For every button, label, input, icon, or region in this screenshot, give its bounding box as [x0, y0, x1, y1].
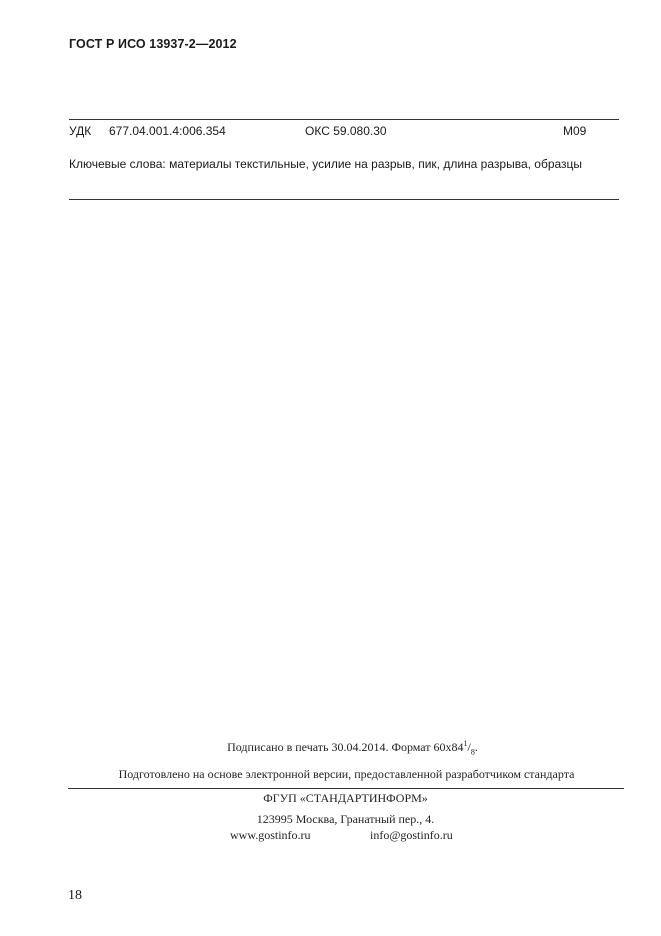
- format-denominator: 8: [470, 747, 475, 757]
- top-divider: [69, 119, 619, 120]
- prepared-note: Подготовлено на основе электронной версии, предоставленной разработчиком стандарта: [118, 767, 575, 781]
- website-link[interactable]: www.gostinfo.ru: [230, 828, 311, 842]
- udk-label: УДК: [69, 124, 92, 138]
- format-end: .: [474, 740, 478, 754]
- signed-text: Подписано в печать 30.04.2014. Формат 60x84: [227, 740, 464, 754]
- keywords-divider: [69, 199, 619, 200]
- document-header: ГОСТ Р ИСО 13937-2—2012: [69, 37, 237, 51]
- keywords-paragraph: [69, 156, 620, 173]
- format-numerator: 1: [463, 739, 468, 748]
- group-code: М09: [563, 124, 587, 138]
- imprint-divider: [68, 788, 624, 789]
- email-link[interactable]: info@gostinfo.ru: [370, 828, 453, 842]
- udk-value: 677.04.001.4:006.354: [109, 124, 226, 138]
- signed-for-print: Подписано в печать 30.04.2014. Формат $60x84^1/_8$.: [227, 739, 478, 757]
- classification-row: [69, 124, 619, 140]
- contacts-row: [230, 828, 490, 843]
- page-number: 18: [68, 888, 82, 903]
- keywords-text: материалы текстильные, усилие на разрыв, пик, длина разрыва, образцы: [169, 157, 583, 171]
- publisher-name: ФГУП «СТАНДАРТИНФОРМ»: [263, 791, 428, 805]
- oks-code: ОКС 59.080.30: [305, 124, 387, 138]
- publisher-address: 123995 Москва, Гранатный пер., 4.: [256, 812, 435, 826]
- keywords-label: Ключевые слова:: [69, 157, 166, 171]
